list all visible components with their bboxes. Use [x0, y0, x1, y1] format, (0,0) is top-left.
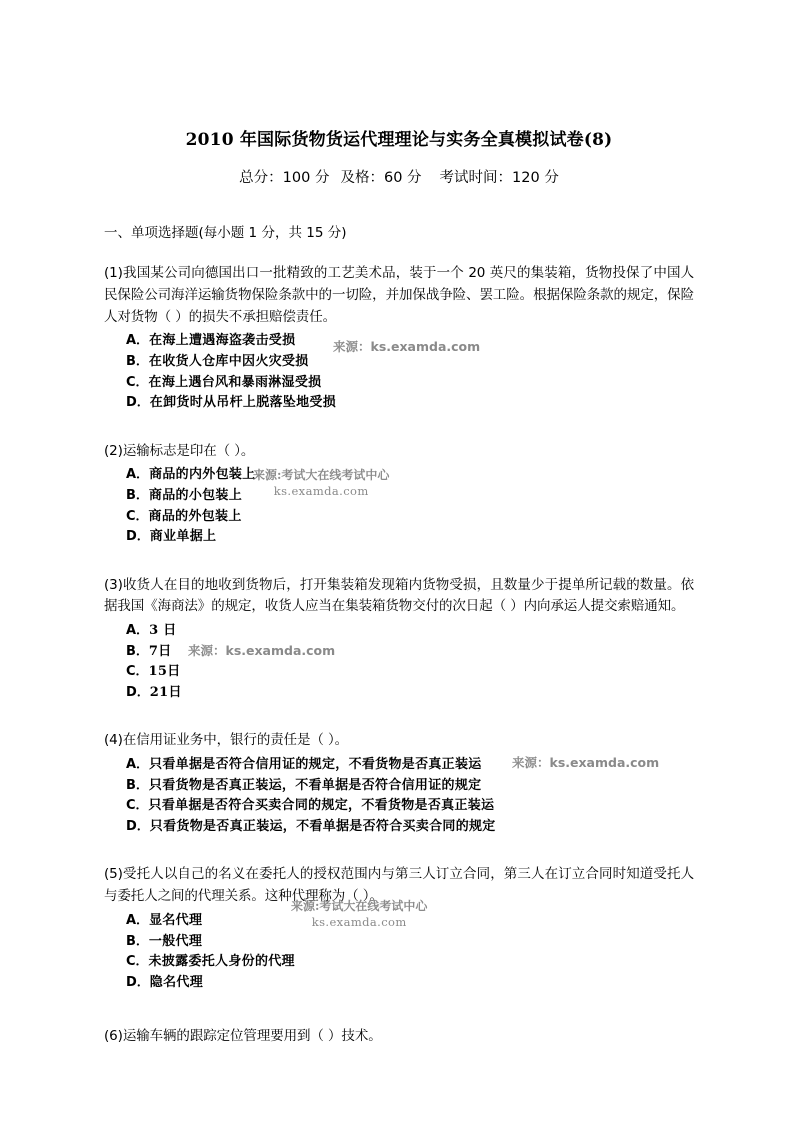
option-letter: A． [126, 623, 150, 639]
option-text: 只看货物是否真正装运，不看单据是否符合买卖合同的规定 [149, 818, 496, 834]
option-letter: C． [126, 954, 149, 970]
watermark-line-1: 来源:考试大在线考试中心 [291, 899, 428, 913]
option-a[interactable] [126, 621, 694, 642]
option-d[interactable] [126, 393, 694, 414]
watermark-source-q3: 来源：ks.examda.com [188, 643, 336, 658]
option-letter: D． [126, 684, 150, 700]
option-text: 7日 [148, 643, 172, 659]
option-text: 商品的内外包装上 [149, 467, 256, 483]
option-text: 21日 [149, 684, 182, 700]
option-c[interactable] [126, 662, 694, 683]
option-c[interactable] [126, 796, 694, 817]
option-letter: D． [126, 395, 150, 411]
option-letter: B． [126, 354, 149, 369]
option-text: 3 日 [149, 623, 177, 639]
option-b[interactable] [126, 642, 694, 663]
question-stem: (4)在信用证业务中，银行的责任是（ ）。 [104, 732, 349, 749]
question-stem: (2)运输标志是印在（ ）。 [104, 442, 255, 459]
option-text: 在收货人仓库中因火灾受损 [148, 354, 309, 369]
question-stem: (5)受托人以自己的名义在委托人的授权范围内与第三人订立合同，第三人在订立合同时知道受托人与委托人之间的代理关系。这种代理称为（ ）。 [104, 866, 694, 905]
question-options [104, 755, 694, 837]
option-text: 未披露委托人身份的代理 [148, 954, 295, 970]
option-letter: B． [126, 933, 149, 949]
pass-score: 及格：60 分 [340, 169, 422, 186]
question-options [104, 465, 694, 547]
option-letter: C． [126, 798, 149, 814]
option-text: 商品的外包装上 [148, 508, 242, 524]
option-text: 15日 [148, 664, 181, 680]
watermark-line-2: ks.examda.com [273, 484, 369, 498]
option-c[interactable] [126, 373, 694, 394]
option-b[interactable] [126, 352, 694, 373]
watermark-source-q1: 来源：ks.examda.com [333, 339, 481, 354]
total-score: 总分：100 分 [239, 169, 330, 186]
exam-meta-line [104, 153, 694, 187]
option-text: 只看货物是否真正装运，不看单据是否符合信用证的规定 [148, 777, 482, 793]
option-text: 在海上遇台风和暴雨淋湿受损 [148, 374, 322, 390]
option-b[interactable] [126, 776, 694, 797]
option-b[interactable] [126, 932, 694, 953]
option-d[interactable] [126, 683, 694, 704]
option-letter: C． [126, 374, 149, 390]
option-a[interactable] [126, 755, 694, 776]
option-letter: D． [126, 529, 150, 545]
option-text: 只看单据是否符合信用证的规定，不看货物是否真正装运 [149, 757, 482, 773]
exam-duration: 考试时间：120 分 [439, 169, 559, 186]
watermark-source-q4: 来源：ks.examda.com [512, 755, 660, 770]
question-6 [104, 1026, 694, 1048]
option-a[interactable] [126, 465, 694, 486]
option-text: 显名代理 [149, 913, 203, 929]
question-2 [104, 441, 694, 548]
question-stem: (3)收货人在目的地收到货物后，打开集装箱发现箱内货物受损，且数量少于提单所记载的数量。依据我国《海商法》的规定，收货人应当在集装箱货物交付的次日起（ ）内向承运人提交索赔通知。 [104, 576, 694, 615]
option-text: 只看单据是否符合买卖合同的规定，不看货物是否真正装运 [148, 798, 495, 814]
option-d[interactable] [126, 817, 694, 838]
option-letter: D． [126, 818, 150, 834]
option-text: 商业单据上 [149, 529, 217, 545]
question-options [104, 331, 694, 413]
option-c[interactable] [126, 952, 694, 973]
watermark-line-1: 来源:考试大在线考试中心 [253, 468, 390, 482]
option-text: 一般代理 [148, 933, 203, 949]
option-letter: B． [126, 777, 149, 793]
question-1 [104, 263, 694, 414]
option-a[interactable] [126, 331, 694, 352]
option-text: 隐名代理 [149, 974, 203, 990]
option-letter: B． [126, 643, 149, 659]
option-letter: A． [126, 913, 150, 929]
option-letter: A． [126, 467, 150, 483]
option-letter: C． [126, 508, 149, 524]
question-options [104, 621, 694, 703]
option-text: 在卸货时从吊杆上脱落坠地受损 [149, 395, 336, 411]
watermark-line-2: ks.examda.com [311, 915, 407, 929]
option-text: 商品的小包装上 [148, 487, 243, 503]
option-a[interactable] [126, 911, 694, 932]
section-heading: 一、单项选择题(每小题 1 分，共 15 分) [104, 224, 347, 241]
option-b[interactable] [126, 486, 694, 507]
option-letter: C． [126, 664, 149, 680]
option-letter: A． [126, 333, 150, 349]
question-3 [104, 575, 694, 704]
option-c[interactable] [126, 507, 694, 528]
option-letter: A． [126, 757, 150, 773]
option-text: 在海上遭遇海盗袭击受损 [149, 333, 296, 349]
option-d[interactable] [126, 973, 694, 994]
page-title: 2010 年国际货物货运代理理论与实务全真模拟试卷(8) [185, 130, 613, 150]
question-5 [104, 864, 694, 993]
option-letter: B． [126, 487, 149, 503]
question-options [104, 911, 694, 993]
document-content [104, 0, 694, 1048]
option-letter: D． [126, 974, 150, 990]
question-stem: (1)我国某公司向德国出口一批精致的工艺美术品，装于一个 20 英尺的集装箱，货物投保了中国人民保险公司海洋运输货物保险条款中的一切险，并加保战争险、罢工险。根据保险条款的规定，保险人对货物（ ）的损失不承担赔偿责任。 [104, 264, 694, 325]
question-4 [104, 730, 694, 837]
question-stem: (6)运输车辆的跟踪定位管理要用到（ ）技术。 [104, 1028, 382, 1045]
option-d[interactable] [126, 527, 694, 548]
